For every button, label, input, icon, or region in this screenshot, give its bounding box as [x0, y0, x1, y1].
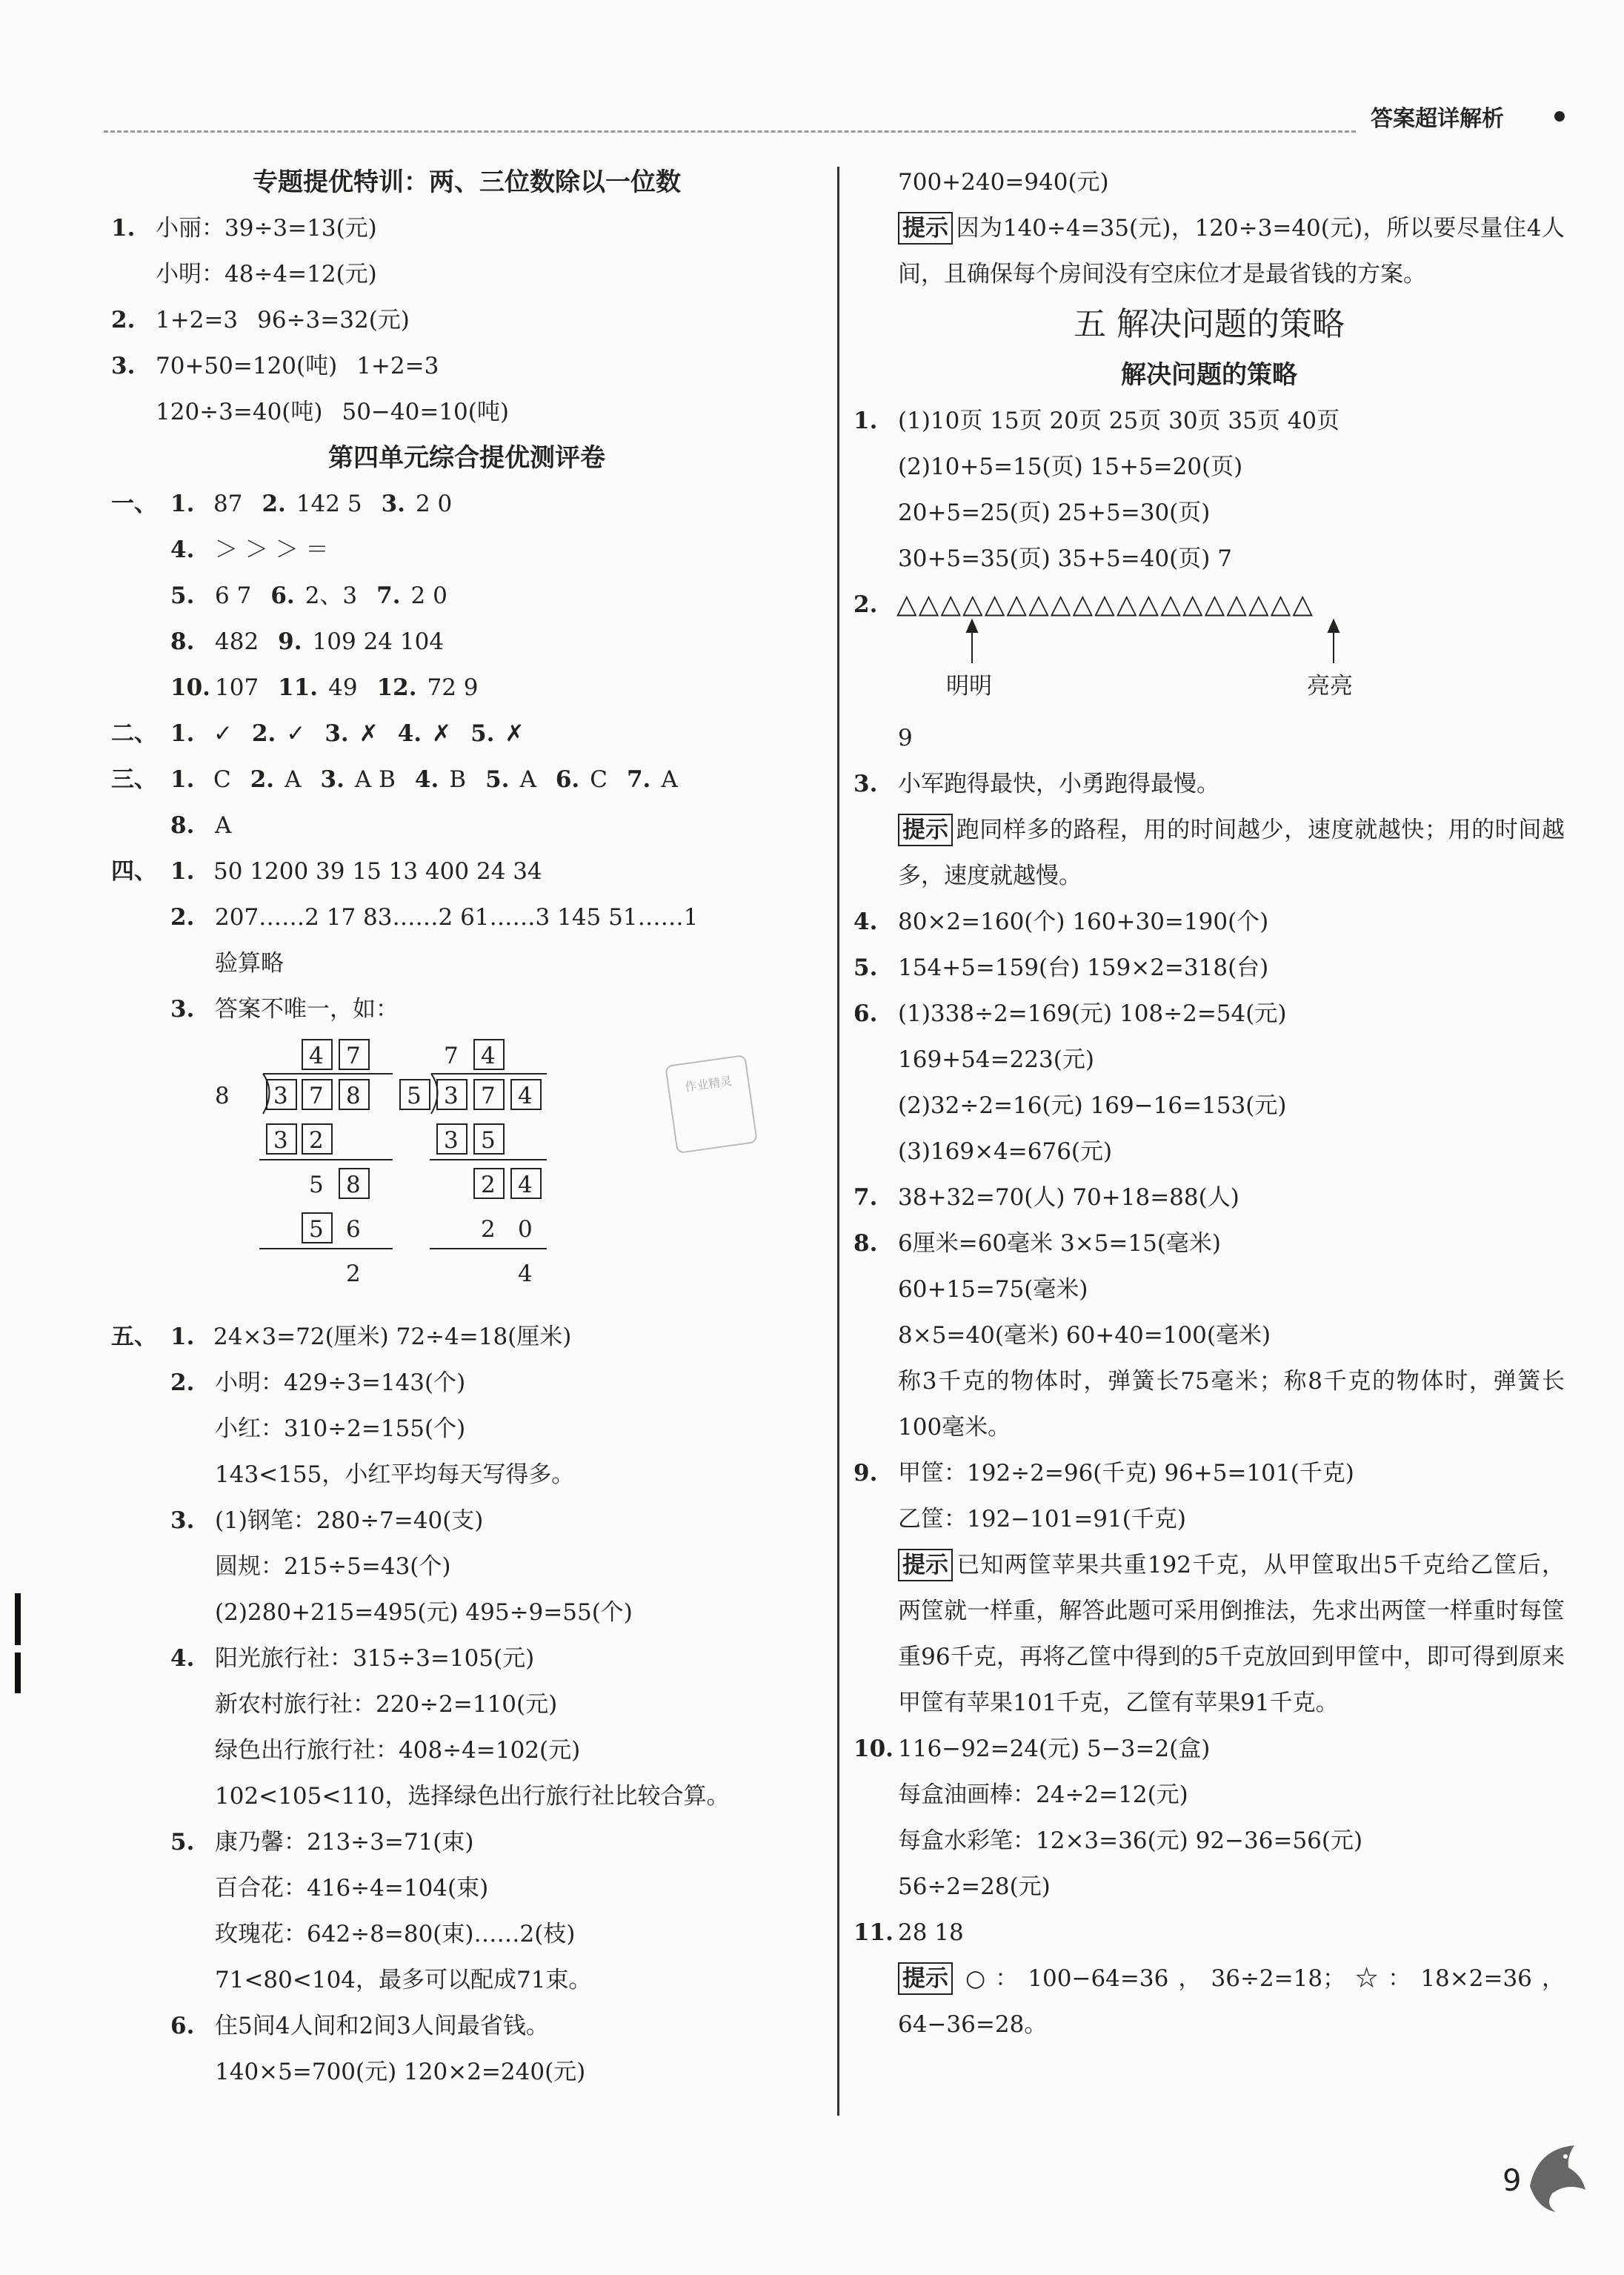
header-dot-icon	[1554, 111, 1565, 122]
answer-row: 小红：310÷2=155(个)	[215, 1415, 466, 1442]
answer-row: 6. (1)338÷2=169(元) 108÷2=54(元)	[853, 1000, 1287, 1027]
tip-paragraph: 提示 因为140÷4=35(元)，120÷3=40(元)，所以要尽量住4人间，且确保每个房间没有空床位才是最省钱的方案。	[853, 205, 1565, 297]
page-number: 9	[1502, 2164, 1522, 2198]
right-column	[853, 159, 1565, 2048]
answer-row: 2. 1+2=3 96÷3=32(元)	[111, 307, 410, 333]
answer-row: 4. 阳光旅行社：315÷3=105(元)	[170, 1645, 535, 1672]
answer-row: 102<105<110，选择绿色出行旅行社比较合算。	[215, 1783, 730, 1810]
answer-row: 每盒油画棒：24÷2=12(元)	[898, 1781, 1188, 1808]
division-digit: 8	[215, 1083, 230, 1109]
division-digit: 3	[444, 1127, 459, 1154]
tip-paragraph: 提示 ○：100−64=36，36÷2=18；☆：18×2=36，64−36=28。	[853, 1956, 1565, 2048]
answer-row: 圆规：215÷5=43(个)	[215, 1553, 451, 1580]
division-digit: 7	[444, 1043, 459, 1069]
answer-row: 120÷3=40(吨) 50−40=10(吨)	[156, 399, 509, 425]
header-dashed-rule	[104, 130, 1356, 133]
answer-row: 10. 116−92=24(元) 5−3=2(盒)	[853, 1736, 1211, 1762]
answer-row: 9. 甲筐：192÷2=96(千克) 96+5=101(千克)	[853, 1460, 1354, 1487]
scan-edge-mark	[15, 1593, 21, 1645]
answer-row: 10. 107 11. 49 12. 72 9	[170, 674, 479, 701]
tip-label: 提示	[898, 1549, 953, 1581]
division-digit: 7	[309, 1083, 324, 1109]
answer-row: 二、 1. ✓ 2. ✓ 3. ✗ 4. ✗ 5. ✗	[111, 720, 525, 747]
answer-row: 6. 住5间4人间和2间3人间最省钱。	[170, 2013, 549, 2039]
answer-row: 700+240=940(元)	[898, 169, 1109, 196]
division-digit: 4	[309, 1043, 324, 1069]
answer-row: 2. 207……2 17 83……2 61……3 145 51……1	[170, 904, 699, 931]
answer-row: 3. 答案不唯一，如：	[170, 996, 399, 1023]
division-digit: 0	[518, 1216, 533, 1243]
answer-row: 4. 80×2=160(个) 160+30=190(个)	[853, 909, 1269, 935]
answer-row: 11. 28 18	[853, 1919, 964, 1946]
answer-row: (3)169×4=676(元)	[898, 1138, 1113, 1165]
tip-label: 提示	[898, 814, 953, 846]
division-digit: 6	[346, 1216, 361, 1243]
answer-row: (2)10+5=15(页) 15+5=20(页)	[898, 454, 1243, 480]
answer-row: 20+5=25(页) 25+5=30(页)	[898, 499, 1211, 526]
answer-row: 71<80<104，最多可以配成71束。	[215, 1967, 592, 1993]
answer-row: 30+5=35(页) 35+5=40(页) 7	[898, 545, 1232, 572]
answer-row: 五、 1. 24×3=72(厘米) 72÷4=18(厘米)	[111, 1324, 572, 1350]
division-digit: 5	[309, 1216, 324, 1243]
division-digit: 4	[518, 1261, 533, 1287]
answer-row: 验算略	[215, 950, 284, 977]
answer-row: 7. 38+32=70(人) 70+18=88(人)	[853, 1184, 1239, 1211]
answer-row: 百合花：416÷4=104(束)	[215, 1875, 489, 1902]
label-liangliang: 亮亮	[1307, 673, 1353, 700]
answer-row: (2)32÷2=16(元) 169−16=153(元)	[898, 1092, 1287, 1119]
division-digit: 7	[481, 1083, 496, 1109]
answer-row: 143<155，小红平均每天写得多。	[215, 1461, 575, 1488]
answer-row: 5. 6 7 6. 2、3 7. 2 0	[170, 582, 447, 609]
triangle-diagram: 2. △△△△△△△△△△△△△△△△△△△ 明明 亮亮	[853, 582, 1565, 715]
section-title: 解决问题的策略	[1121, 360, 1297, 390]
answer-row: 8. 6厘米=60毫米 3×5=15(毫米)	[853, 1230, 1222, 1257]
division-digit: 3	[273, 1083, 288, 1109]
division-digit: 3	[444, 1083, 459, 1109]
answer-row: 8. A	[170, 812, 232, 839]
division-digit: 4	[518, 1172, 533, 1198]
answer-row: 4. ＞ ＞ ＞ ＝	[170, 537, 329, 563]
division-digit: 2	[481, 1172, 496, 1198]
answer-row: 3. 小军跑得最快，小勇跑得最慢。	[853, 771, 1219, 797]
division-digit: 2	[309, 1127, 324, 1154]
answer-row: (2)280+215=495(元) 495÷9=55(个)	[215, 1599, 633, 1626]
arrow-mingming	[967, 620, 977, 663]
arrow-liangliang	[1328, 620, 1339, 663]
dolphin-icon	[1522, 2134, 1589, 2216]
tip-label: 提示	[898, 212, 953, 245]
tip-paragraph: 提示 跑同样多的路程，用的时间越少，速度就越快；用的时间越多，速度就越慢。	[853, 807, 1565, 899]
answer-paragraph: 称3千克的物体时，弹簧长75毫米；称8千克的物体时，弹簧长100毫米。	[898, 1368, 1565, 1441]
answer-row: 乙筐：192−101=91(千克)	[898, 1506, 1186, 1532]
answer-row: 一、 1. 87 2. 142 5 3. 2 0	[111, 491, 453, 517]
answer-row: 56÷2=28(元)	[898, 1873, 1051, 1900]
division-digit: 4	[481, 1043, 496, 1069]
answer-row: 四、 1. 50 1200 39 15 13 400 24 34	[111, 858, 542, 885]
division-digit: 2	[481, 1216, 496, 1243]
answer-row: 每盒水彩笔：12×3=36(元) 92−36=56(元)	[898, 1827, 1363, 1854]
division-digit: 4	[518, 1083, 533, 1109]
division-digit: 8	[346, 1083, 361, 1109]
triangle-row: △△△△△△△△△△△△△△△△△△△	[896, 589, 1315, 620]
tip-label: 提示	[898, 1962, 953, 1995]
answer-row: 169+54=223(元)	[898, 1046, 1094, 1073]
answer-row: 1. (1)10页 15页 20页 25页 30页 35页 40页	[853, 408, 1340, 434]
answer-row: 60+15=75(毫米)	[898, 1276, 1088, 1303]
tip-paragraph: 提示 已知两筐苹果共重192千克，从甲筐取出5千克给乙筐后，两筐就一样重，解答此题可采用倒推法，先求出两筐一样重时每筐重96千克，再将乙筐中得到的5千克放回到甲筐中，即可得到原来甲筐有苹果101千克，乙筐有苹果91千克。	[853, 1542, 1565, 1726]
answer-row: 8×5=40(毫米) 60+40=100(毫米)	[898, 1322, 1271, 1349]
answer-row: 3. 70+50=120(吨) 1+2=3	[111, 353, 439, 379]
watermark-stamp: 作业精灵	[665, 1055, 758, 1154]
unit-title: 五 解决问题的策略	[1074, 305, 1345, 343]
division-digit: 7	[346, 1043, 361, 1069]
answer-row: 5. 康乃馨：213÷3=71(束)	[170, 1829, 474, 1856]
answer-row: 新农村旅行社：220÷2=110(元)	[215, 1691, 558, 1718]
division-digit: 5	[309, 1172, 324, 1198]
answer-row: 玫瑰花：642÷8=80(束)……2(枝)	[215, 1921, 576, 1947]
section-title: 第四单元综合提优测评卷	[328, 443, 605, 473]
label-mingming: 明明	[946, 673, 992, 700]
section-title: 专题提优特训：两、三位数除以一位数	[253, 167, 681, 197]
division-digit: 5	[481, 1127, 496, 1154]
answer-row: 三、 1. C 2. A 3. A B 4. B 5. A 6. C 7. A	[111, 766, 678, 793]
header-title: 答案超详解析	[1371, 106, 1504, 132]
answer-row: 绿色出行旅行社：408÷4=102(元)	[215, 1737, 581, 1764]
answer-row: 8. 482 9. 109 24 104	[170, 628, 445, 655]
scan-edge-mark	[15, 1653, 21, 1693]
answer-row: 小明：48÷4=12(元)	[156, 261, 377, 288]
answer-row: 5. 154+5=159(台) 159×2=318(台)	[853, 954, 1269, 981]
answer-row: 3. (1)钢笔：280÷7=40(支)	[170, 1507, 484, 1534]
division-digit: 5	[407, 1083, 422, 1109]
answer-row: 9	[898, 725, 913, 751]
division-digit: 3	[273, 1127, 288, 1154]
division-digit: 8	[346, 1172, 361, 1198]
answer-row: 140×5=700(元) 120×2=240(元)	[215, 2059, 586, 2085]
column-divider	[837, 167, 839, 2116]
answer-row: 1. 小丽：39÷3=13(元)	[111, 215, 377, 242]
division-digit: 2	[346, 1261, 361, 1287]
answer-row: 2. 小明：429÷3=143(个)	[170, 1369, 466, 1396]
